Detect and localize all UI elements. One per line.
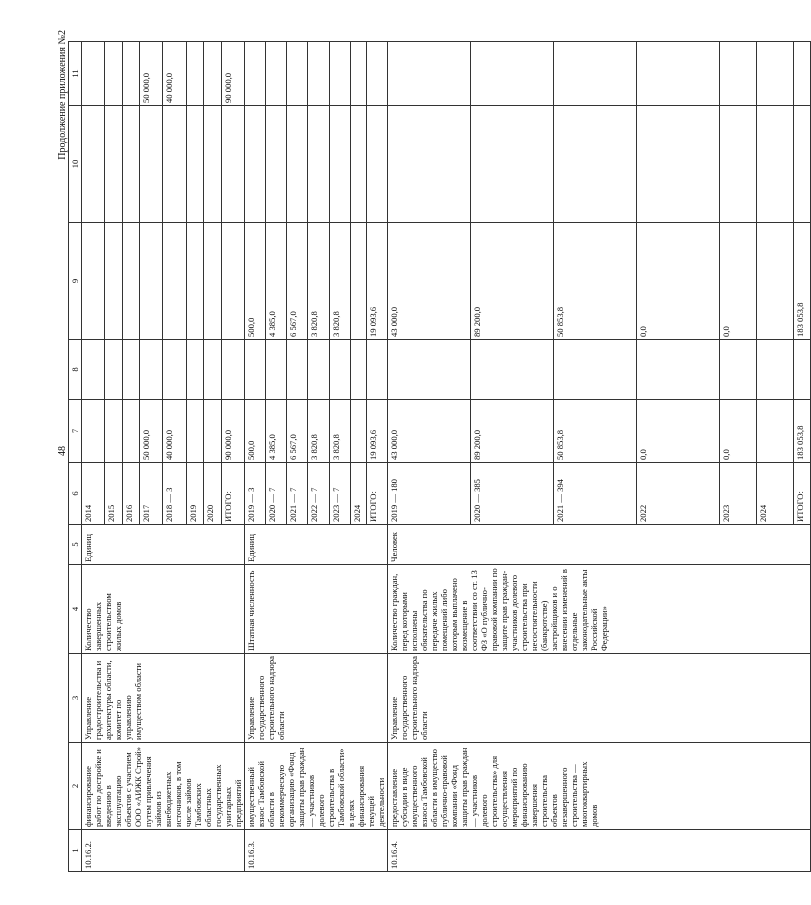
amount-col-10 [757,106,794,223]
year-label: ИТОГО: [222,491,233,522]
indicator-value: 7 [288,487,299,492]
table-body [82,42,811,872]
amount-col-8 [163,340,186,400]
amount-col-11 [350,42,366,106]
responsible-executor: Управление государственного строительного надзора области [388,654,811,743]
year-label: 2021 [555,504,565,522]
amount-col-8 [221,340,244,400]
amount-col-9 [82,223,105,340]
year-label: 2014 [83,504,93,522]
column-number: 3 [69,654,82,743]
amount-col-11 [388,42,471,106]
amount-col-11 [794,42,811,106]
amount-col-11 [204,42,222,106]
amount-total: 3 820,8 [308,400,329,463]
amount-col-11 [471,42,554,106]
amount-col-10 [266,106,287,223]
dash-separator: — [555,491,565,505]
amount-total: 0,0 [720,400,757,463]
measure-name: финансирование работ по достройке и введению в эксплуатацию объектов с участием ООО «АИЖК Строй» путем привлечения займов из внебюджетных источников, в том числе займов Тамбовских областных государственных унитарных предприятий [82,743,245,830]
year-label: 2024 [758,504,768,522]
table-row [82,42,105,872]
amount-col-11 [287,42,308,106]
amount-col-8 [105,340,123,400]
appendix-table [68,41,811,872]
year-indicator-cell [245,463,266,525]
amount-total [105,400,123,463]
year-label: 2019 [389,504,399,522]
column-number: 10 [69,106,82,223]
column-number: 9 [69,223,82,340]
unit-of-measure: Человек [388,525,811,565]
amount-col-10 [122,106,140,223]
amount-col-8 [554,340,637,400]
column-number: 11 [69,42,82,106]
indicator-value: 7 [267,487,278,492]
measure-name: предоставление субсидии в виде имущественного взноса Тамбовской области в имущество публично-правовой компании «Фонд защиты прав граждан — участников долевого строительства» для осуществления мероприятий по финансированию завершения строительства объектов незавершенного строительства — многоквартирных домов [388,743,811,830]
year-indicator-cell [329,463,350,525]
page-number: 48 [57,446,68,456]
amount-col-9: 89 200,0 [471,223,554,340]
amount-col-10 [105,106,123,223]
year-indicator-cell [105,463,123,525]
column-number: 5 [69,525,82,565]
amount-total: 6 567,0 [287,400,308,463]
amount-col-10 [245,106,266,223]
year-indicator-cell [350,463,366,525]
amount-col-9: 50 853,8 [554,223,637,340]
indicator-value: 3 [164,487,175,492]
amount-col-11 [366,42,387,106]
amount-col-10 [82,106,105,223]
column-number: 6 [69,463,82,525]
year-indicator-cell [82,463,105,525]
indicator-value: 3 [246,487,256,492]
amount-col-9: 19 093,6 [366,223,387,340]
amount-col-8 [122,340,140,400]
amount-col-9 [204,223,222,340]
amount-col-11 [329,42,350,106]
year-label: 2024 [351,504,362,522]
dash-separator: — [330,491,341,505]
year-label: 2021 [288,504,299,522]
table-row [388,42,471,872]
amount-col-8 [308,340,329,400]
amount-col-8 [757,340,794,400]
amount-total [186,400,204,463]
dash-separator: — [389,491,399,505]
amount-col-9 [186,223,204,340]
year-indicator-cell [266,463,287,525]
amount-col-8 [287,340,308,400]
year-indicator-cell [140,463,163,525]
amount-col-11 [554,42,637,106]
amount-col-11 [720,42,757,106]
year-indicator-cell [366,463,387,525]
amount-col-9 [221,223,244,340]
year-label: 2017 [141,504,152,522]
dash-separator: — [246,491,256,505]
amount-total [82,400,105,463]
table-header [69,42,82,872]
amount-col-11 [122,42,140,106]
year-label: 2023 [330,504,341,522]
year-indicator-cell [554,463,637,525]
amount-col-9: 3 820,8 [308,223,329,340]
year-label: ИТОГО: [795,491,805,522]
year-label: 2018 [164,504,175,522]
amount-col-11: 40 000,0 [163,42,186,106]
amount-total [350,400,366,463]
dash-separator: — [309,491,320,505]
indicator-value: 180 [389,479,399,492]
indicator-name: Штатная численность [245,565,388,654]
amount-col-10 [329,106,350,223]
amount-col-10 [471,106,554,223]
amount-total: 90 000,0 [221,400,244,463]
year-label: 2020 [472,504,482,522]
dash-separator: — [288,491,299,505]
year-indicator-cell [204,463,222,525]
amount-total [757,400,794,463]
amount-col-9 [350,223,366,340]
year-indicator-cell [308,463,329,525]
amount-col-9 [105,223,123,340]
year-indicator-cell [471,463,554,525]
indicator-name: Количество завершенных строительством жилых домов [82,565,245,654]
amount-col-11 [82,42,105,106]
amount-col-10 [637,106,720,223]
amount-col-9 [757,223,794,340]
amount-total: 183 053,8 [794,400,811,463]
amount-col-9: 183 053,8 [794,223,811,340]
amount-total: 0,0 [637,400,720,463]
amount-col-10 [221,106,244,223]
amount-col-9: 0,0 [637,223,720,340]
year-label: 2022 [309,504,320,522]
indicator-value: 7 [309,487,320,492]
unit-of-measure: Единиц [82,525,245,565]
year-label: 2016 [123,504,134,522]
year-label: 2019 [246,504,256,522]
amount-col-9 [140,223,163,340]
table-row [245,42,266,872]
amount-total [122,400,140,463]
column-number: 4 [69,565,82,654]
amount-col-10 [204,106,222,223]
amount-total: 3 820,8 [329,400,350,463]
year-label: ИТОГО: [367,491,378,522]
amount-total: 19 093,6 [366,400,387,463]
year-indicator-cell [287,463,308,525]
amount-col-11 [308,42,329,106]
amount-col-8 [266,340,287,400]
amount-col-9 [163,223,186,340]
measure-name: имущественный взнос Тамбовской области в некоммерческую организацию «Фонд защиты прав граждан — участников долевого строительства в Тамбовской области» в целях финансирования текущей деятельности [245,743,388,830]
amount-total: 40 000,0 [163,400,186,463]
column-number: 2 [69,743,82,830]
year-indicator-cell [221,463,244,525]
year-indicator-cell [122,463,140,525]
responsible-executor: Управление градостроительства и архитектуры области, комитет по управлению имуществом области [82,654,245,743]
amount-col-10 [287,106,308,223]
amount-col-11 [757,42,794,106]
column-number: 1 [69,830,82,872]
amount-col-11 [186,42,204,106]
amount-col-8 [204,340,222,400]
amount-col-11: 90 000,0 [221,42,244,106]
amount-total: 43 000,0 [388,400,471,463]
amount-col-10 [720,106,757,223]
amount-col-8 [720,340,757,400]
responsible-executor: Управление государственного строительного надзора области [245,654,388,743]
amount-col-9: 43 000,0 [388,223,471,340]
amount-col-8 [140,340,163,400]
amount-total: 4 385,0 [266,400,287,463]
year-indicator-cell [163,463,186,525]
indicator-value: 7 [330,487,341,492]
amount-col-8 [794,340,811,400]
unit-of-measure: Единиц [245,525,388,565]
amount-col-9: 0,0 [720,223,757,340]
amount-col-9 [122,223,140,340]
rotated-landscape-sheet [57,30,805,872]
amount-total [204,400,222,463]
year-indicator-cell [637,463,720,525]
year-indicator-cell [186,463,204,525]
dash-separator: — [164,491,175,505]
amount-col-8 [366,340,387,400]
amount-col-10 [350,106,366,223]
row-number: 10.16.3. [245,830,388,872]
amount-total: 500,0 [245,400,266,463]
dash-separator: — [472,491,482,505]
amount-col-10 [186,106,204,223]
indicator-value: 385 [472,479,482,492]
amount-col-9: 4 385,0 [266,223,287,340]
amount-col-10 [366,106,387,223]
amount-col-11 [637,42,720,106]
amount-col-9: 500,0 [245,223,266,340]
year-label: 2020 [205,504,216,522]
year-label: 2023 [721,504,731,522]
amount-total: 89 200,0 [471,400,554,463]
year-label: 2015 [106,504,117,522]
indicator-name: Количество граждан, перед которыми исполнены обязательства по передаче жилых помещений либо которым выплачено возмещение в соответствии со ст. 13 ФЗ «О публично-правовой компании по защите прав граждан-участников долевого строительства при несостоятельности (банкротстве) застройщиков и о внесении изменений в отдельные законодательные акты Российской Федерации» [388,565,811,654]
amount-col-11 [105,42,123,106]
column-number: 7 [69,400,82,463]
year-indicator-cell [388,463,471,525]
year-label: 2020 [267,504,278,522]
amount-col-8 [637,340,720,400]
dash-separator: — [267,491,278,505]
amount-col-8 [245,340,266,400]
amount-col-11 [266,42,287,106]
year-indicator-cell [794,463,811,525]
indicator-value: 394 [555,479,565,492]
column-number: 8 [69,340,82,400]
amount-col-10 [794,106,811,223]
amount-col-10 [388,106,471,223]
amount-col-8 [471,340,554,400]
amount-total: 50 000,0 [140,400,163,463]
row-number: 10.16.4. [388,830,811,872]
amount-col-10 [140,106,163,223]
amount-col-9: 6 567,0 [287,223,308,340]
year-indicator-cell [720,463,757,525]
amount-col-8 [186,340,204,400]
amount-col-10 [308,106,329,223]
continuation-note: Продолжение приложения №2 [57,30,68,160]
amount-col-8 [329,340,350,400]
row-number: 10.16.2. [82,830,245,872]
amount-col-11: 50 000,0 [140,42,163,106]
amount-col-8 [388,340,471,400]
amount-total: 50 853,8 [554,400,637,463]
amount-col-8 [82,340,105,400]
amount-col-8 [350,340,366,400]
amount-col-11 [245,42,266,106]
amount-col-10 [554,106,637,223]
amount-col-9: 3 820,8 [329,223,350,340]
amount-col-10 [163,106,186,223]
year-indicator-cell [757,463,794,525]
year-label: 2019 [187,504,198,522]
year-label: 2022 [638,504,648,522]
